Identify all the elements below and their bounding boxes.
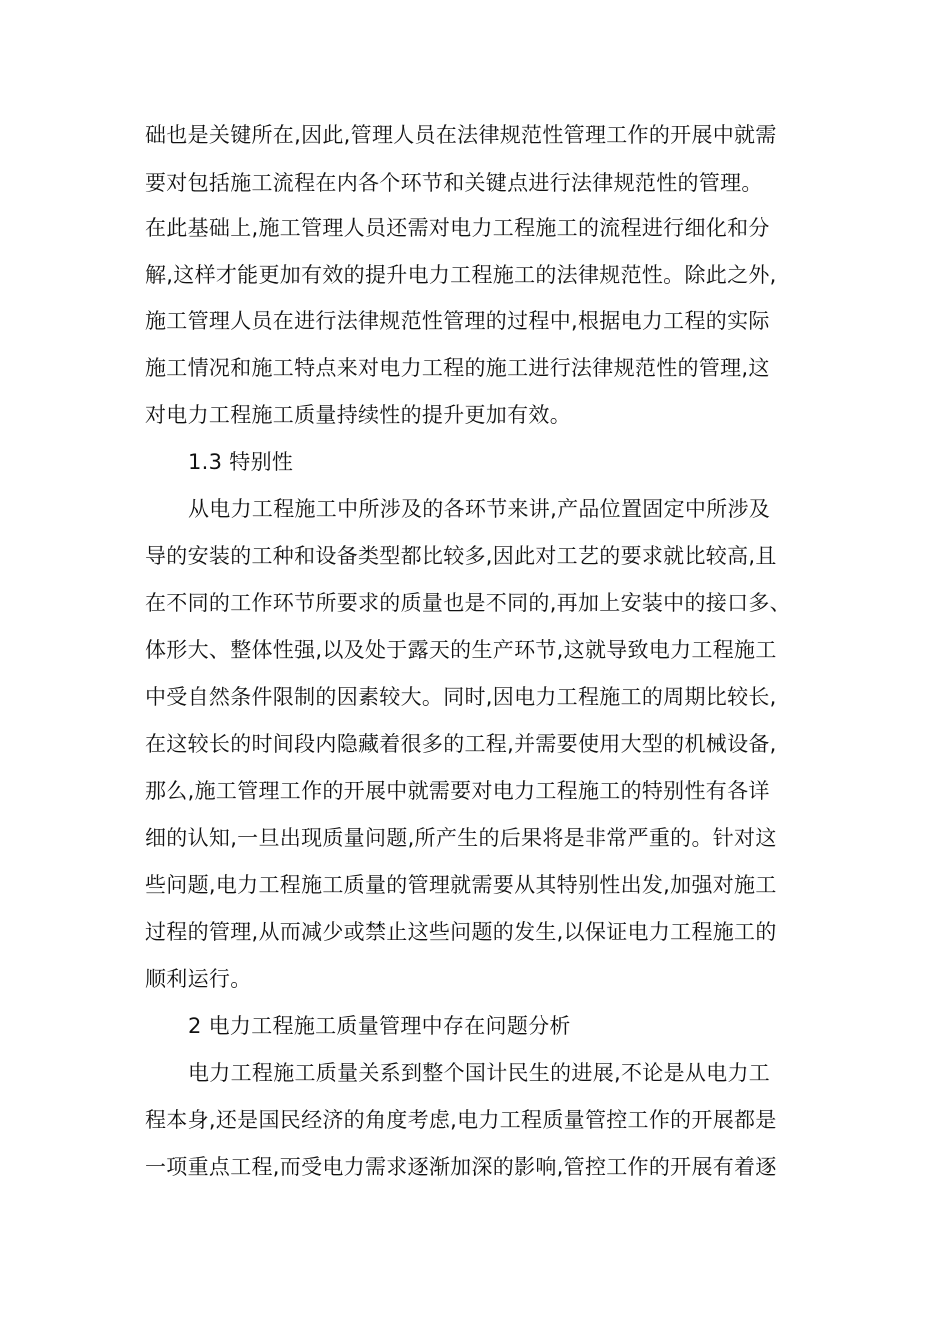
paragraph-line: 顺利运行。 xyxy=(145,967,252,991)
paragraph-line: 程本身,还是国民经济的角度考虑,电力工程质量管控工作的开展都是 xyxy=(145,1108,777,1132)
paragraph-line: 电力工程施工质量关系到整个国计民生的进展,不论是从电力工 xyxy=(188,1061,771,1085)
paragraph-line: 从电力工程施工中所涉及的各环节来讲,产品位置固定中所涉及 xyxy=(188,497,771,521)
paragraph-line: 础也是关键所在,因此,管理人员在法律规范性管理工作的开展中就需 xyxy=(145,123,777,147)
paragraph-line: 中受自然条件限制的因素较大。同时,因电力工程施工的周期比较长, xyxy=(145,685,777,709)
paragraph-line: 解,这样才能更加有效的提升电力工程施工的法律规范性。除此之外, xyxy=(145,263,777,287)
paragraph-line: 施工管理人员在进行法律规范性管理的过程中,根据电力工程的实际 xyxy=(145,309,770,333)
paragraph-line: 施工情况和施工特点来对电力工程的施工进行法律规范性的管理,这 xyxy=(145,356,770,380)
paragraph-line: 导的安装的工种和设备类型都比较多,因此对工艺的要求就比较高,且 xyxy=(145,544,777,568)
paragraph-line: 在此基础上,施工管理人员还需对电力工程施工的流程进行细化和分 xyxy=(145,216,770,240)
paragraph-line: 些问题,电力工程施工质量的管理就需要从其特别性出发,加强对施工 xyxy=(145,873,777,897)
section-heading: 2 电力工程施工质量管理中存在问题分析 xyxy=(188,1014,571,1038)
paragraph-line: 一项重点工程,而受电力需求逐渐加深的影响,管控工作的开展有着逐 xyxy=(145,1155,777,1179)
paragraph-line: 体形大、整体性强,以及处于露天的生产环节,这就导致电力工程施工 xyxy=(145,638,777,662)
paragraph-line: 要对包括施工流程在内各个环节和关键点进行法律规范性的管理。 xyxy=(145,171,763,195)
paragraph-line: 对电力工程施工质量持续性的提升更加有效。 xyxy=(145,403,571,427)
section-heading: 1.3 特别性 xyxy=(188,450,294,474)
paragraph-line: 细的认知,一旦出现质量问题,所产生的后果将是非常严重的。针对这 xyxy=(145,826,777,850)
paragraph-line: 在不同的工作环节所要求的质量也是不同的,再加上安装中的接口多、 xyxy=(145,591,791,615)
paragraph-line: 过程的管理,从而减少或禁止这些问题的发生,以保证电力工程施工的 xyxy=(145,920,777,944)
paragraph-line: 那么,施工管理工作的开展中就需要对电力工程施工的特别性有各详 xyxy=(145,779,770,803)
paragraph-line: 在这较长的时间段内隐藏着很多的工程,并需要使用大型的机械设备, xyxy=(145,732,777,756)
